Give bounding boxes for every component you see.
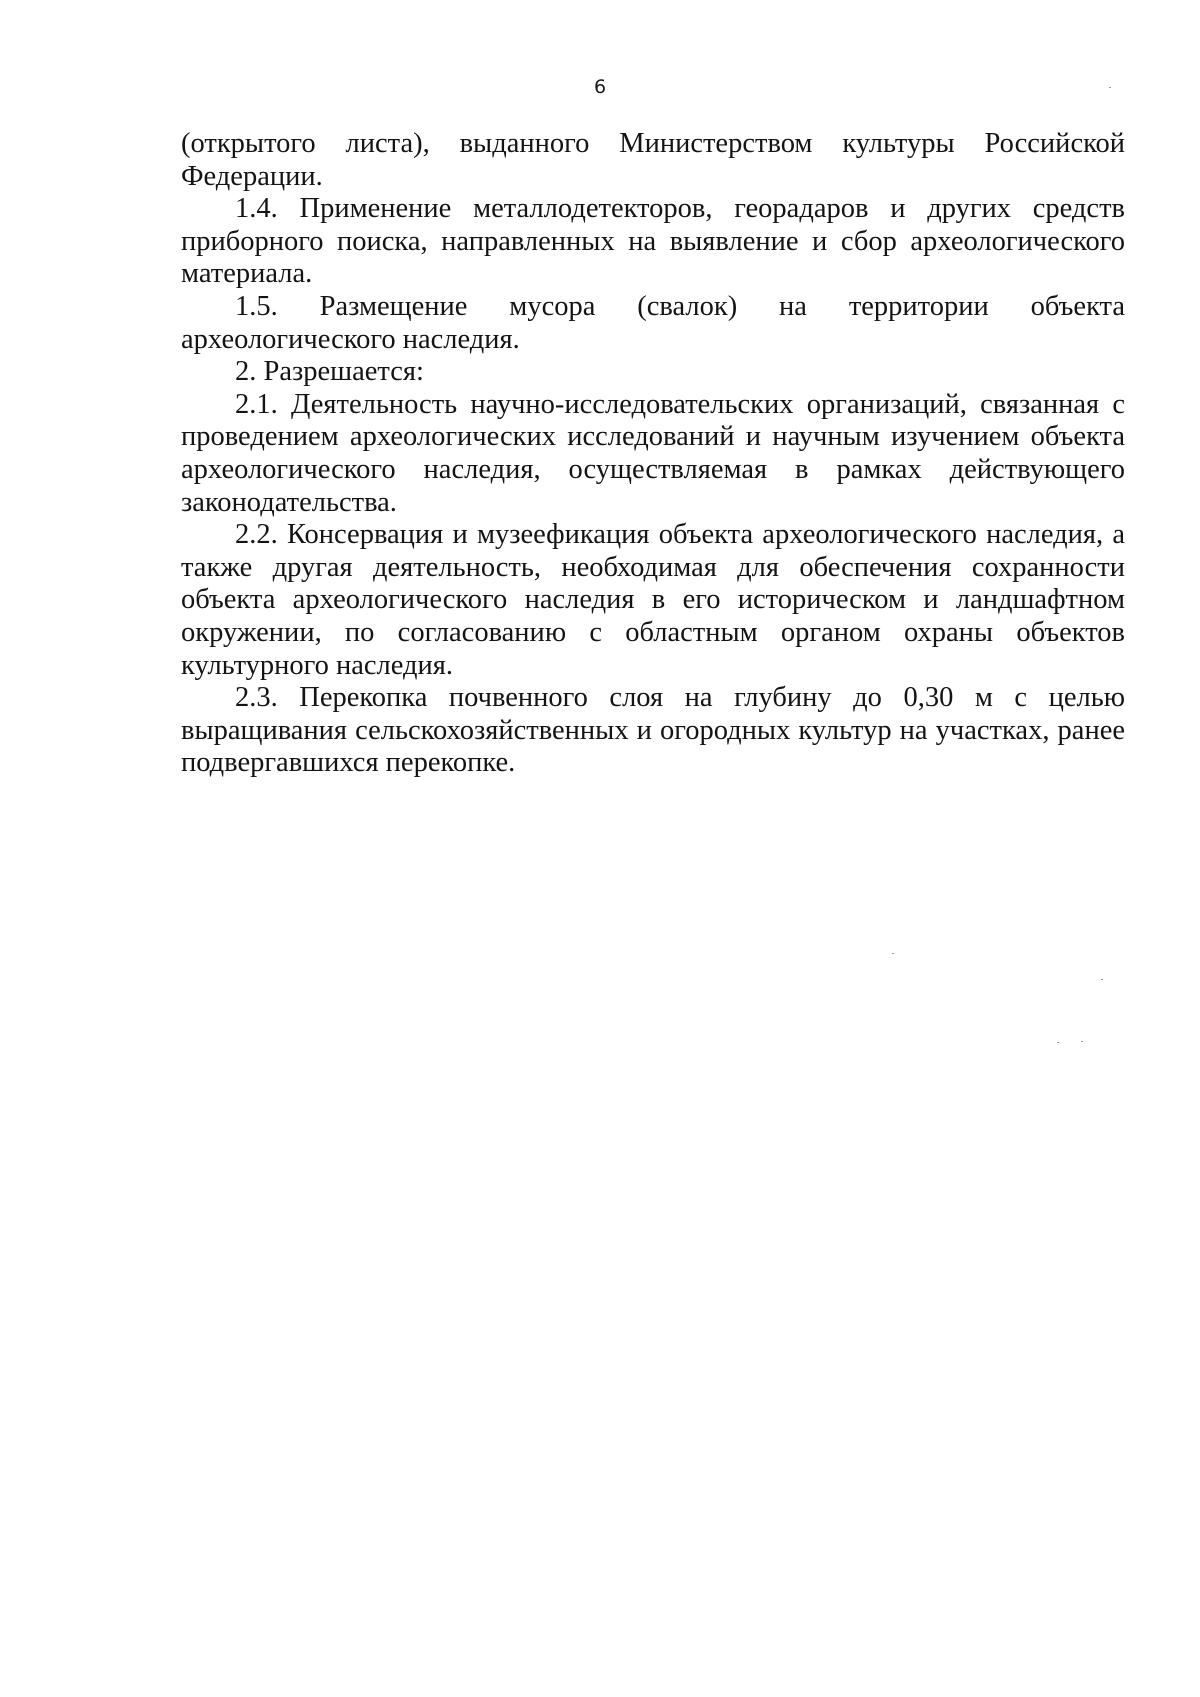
scan-speck [892,953,894,954]
paragraph-2-heading: 2. Разрешается: [235,356,424,388]
scan-speck [1101,979,1103,980]
page-number: 6 [593,76,607,98]
paragraph-2-1: 2.1. Деятельность научно-исследовательских организаций, связанная с проведением археологических исследований и научным изучением объекта археологического наследия, осуществляемая в рамках действующего законодательства. [181,388,1125,518]
paragraph-1-5: 1.5. Размещение мусора (свалок) на территории объекта археологического наследия. [181,290,1125,355]
document-body [181,128,1125,780]
paragraph-2-3: 2.3. Перекопка почвенного слоя на глубину до 0,30 м с целью выращивания сельскохозяйственных и огородных культур на участках, ранее подвергавшихся перекопке. [181,682,1125,779]
scan-speck [1057,1042,1059,1043]
scan-speck [1109,87,1111,88]
paragraph-continuation: (открытого листа), выданного Министерством культуры Российской Федерации. [181,128,1125,192]
paragraph-2-2: 2.2. Консервация и музеефикация объекта археологического наследия, а также другая деятельность, необходимая для обеспечения сохранности объекта археологического наследия в его историческом и ландшафтном окружении, по согласованию с областным органом охраны объектов культурного наследия. [181,519,1125,681]
paragraph-1-4: 1.4. Применение металлодетекторов, георадаров и других средств приборного поиска, направленных на выявление и сбор археологического материала. [181,193,1125,290]
scan-speck [1081,1041,1083,1042]
